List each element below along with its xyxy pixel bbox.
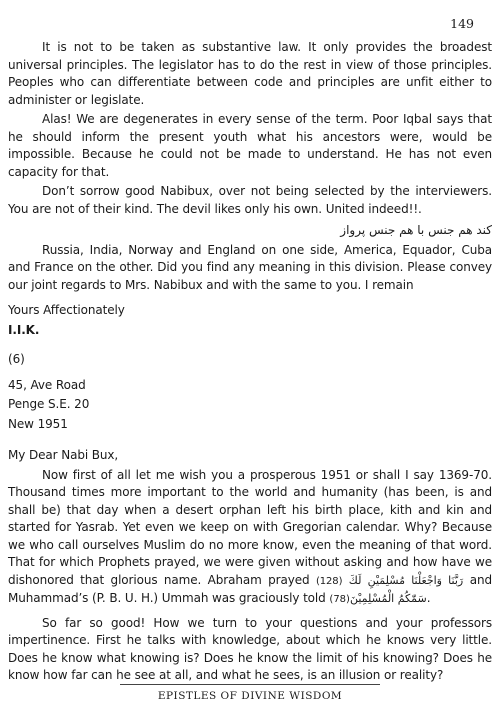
paragraph-countries: Russia, India, Norway and England on one side, America, Equador, Cuba and France on the other. Did you find any meaning in this division. Please convey our joint regards to Mrs. Nabibux and with the same to you. I remain [8,242,492,292]
page-body [8,39,492,687]
paragraph-new-year [8,467,492,609]
footer-rule [120,684,380,685]
arabic-verse-muslimin: سَمّٰكُمُ الْمُسْلِمِيْنَ [349,592,427,605]
paragraph-iqbal: Alas! We are degenerates in every sense of the term. Poor Iqbal says that he should inform the present youth what his ancestors were, would be impossible. Because he could not be made to understand. He has not even capacity for that. [8,112,492,179]
closing: Yours Affectionately [8,303,125,317]
paragraph-professor: So far so good! How we turn to your questions and your professors impertinence. First he talks with knowledge, about which he knows very little. Does he know what knowing is? Does he know the limit of his knowing? Does he know how far can he see at all, and what he sees, is an illusion or reality? [8,615,492,682]
address-line-1: 45, Ave Road [8,377,86,392]
arabic-verse-abraham: رَبَّنَا وَاجْعَلْنَا مُسْلِمَيْنِ لَكَ [348,573,464,587]
paragraph-new-year-and: and Muhammad’s (P. B. U. H.) Ummah was graciously told [8,572,493,605]
running-footer: EPISTLES OF DIVINE WISDOM [157,690,343,702]
salutation: My Dear Nabi Bux, [8,448,119,462]
paragraph-law: It is not to be taken as substantive law. It only provides the broadest universal principles. The legislator has to do the rest in view of those principles. Peoples who can differentiate between code and principles are unfit either to administer or legislate. [8,40,492,107]
letter-number: (6) [8,352,25,366]
reference-78: (78) [329,594,350,605]
signature: I.I.K. [8,322,40,337]
address-line-3: New 1951 [8,416,68,431]
paragraph-sorrow: Don’t sorrow good Nabibux, over not being selected by the interviewers. You are not of their kind. The devil likes only his own. United indeed!!. [8,184,492,216]
paragraph-new-year-end: . [426,591,431,605]
page-number: 149 [450,16,474,31]
paragraph-new-year-text: Now first of all let me wish you a prosperous 1951 or shall I say 1369-70. Thousand times more important to the world and humanity (has been, is and shall be) that day when a desert orphan left his birth place, kith and kin and started for Yasrab. Yet even we keep on with Gregorian calendar. Why? Because we who call ourselves Muslim do no more know, even the meaning of that word. That for which Prophets prayed, we were given without asking and how have we dishonored that glorious name. Abraham prayed [8,467,492,587]
reference-128: (128) [315,575,343,587]
urdu-verse: کند هم جنس با هم جنس پرواز [340,223,492,237]
address-line-2: Penge S.E. 20 [8,397,90,411]
